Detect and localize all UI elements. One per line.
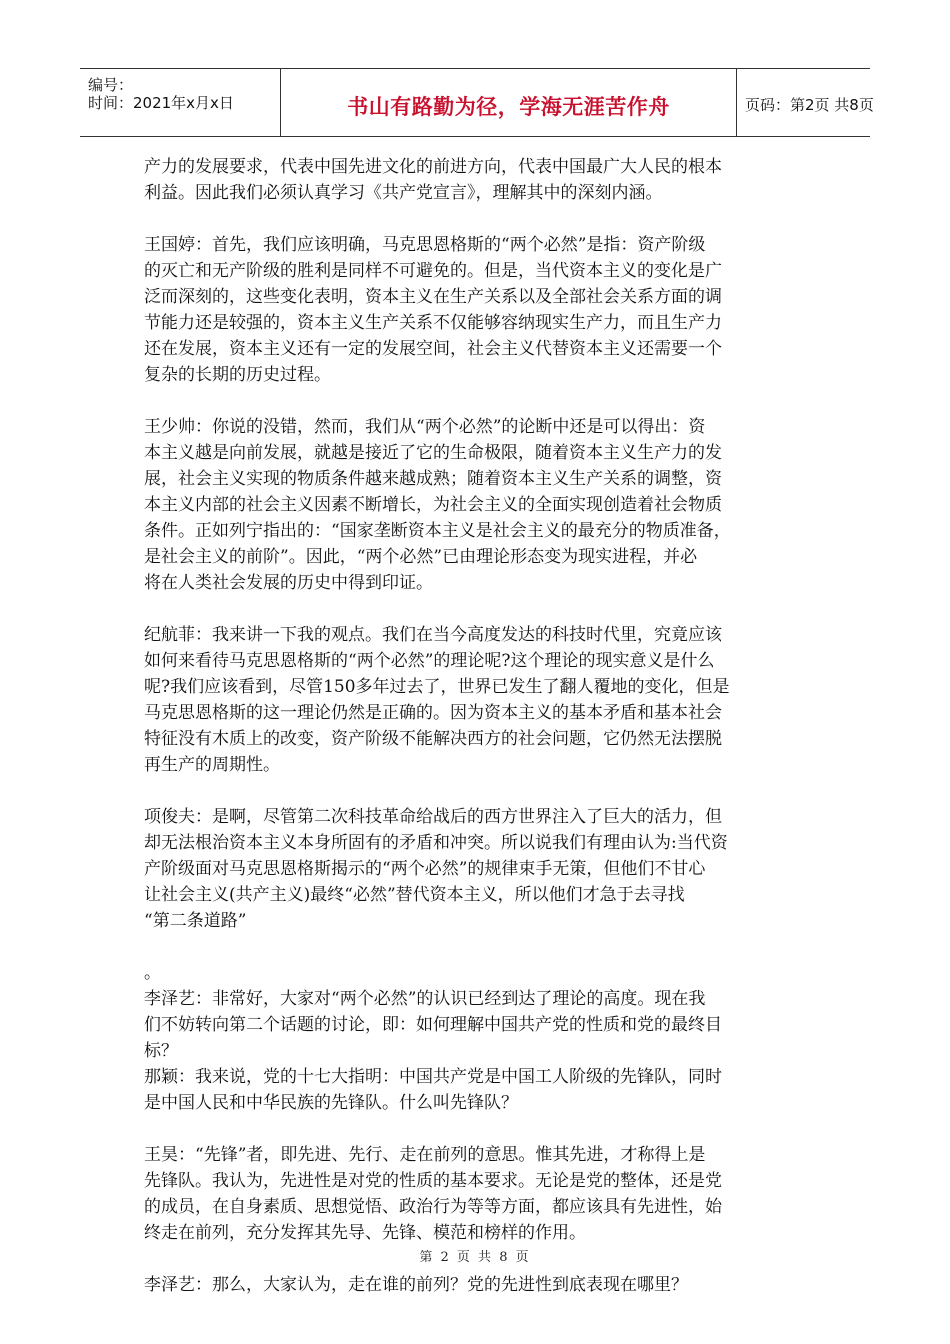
document-body xyxy=(144,154,809,1298)
page-header xyxy=(80,68,874,137)
text-line: 终走在前列，充分发挥其先导、先锋、模范和榜样的作用。 xyxy=(144,1223,586,1243)
page-footer: 第 2 页 共 8 页 xyxy=(419,1250,531,1265)
paragraph-gap xyxy=(144,778,809,804)
paragraph xyxy=(144,804,809,934)
text-line: 那颖：我来说，党的十七大指明：中国共产党是中国工人阶级的先锋队，同时 xyxy=(144,1067,722,1087)
text-line: 李泽艺：非常好，大家对“两个必然”的认识已经到达了理论的高度。现在我 xyxy=(144,989,706,1009)
text-line: 的灭亡和无产阶级的胜利是同样不可避免的。但是，当代资本主义的变化是广 xyxy=(144,261,722,281)
text-line: 特征没有木质上的改变，资产阶级不能解决西方的社会问题，它仍然无法摆脱 xyxy=(144,729,722,749)
text-line: 们不妨转向第二个话题的讨论，即：如何理解中国共产党的性质和党的最终目 xyxy=(144,1015,722,1035)
paragraph-gap xyxy=(144,388,809,414)
text-line: “第二条道路” xyxy=(144,911,247,931)
text-line: 却无法根治资本主义本身所固有的矛盾和冲突。所以说我们有理由认为:当代资 xyxy=(144,833,728,853)
page-code-label: 页码：第2页 共8页 xyxy=(745,96,874,114)
text-line: 先锋队。我认为，先进性是对党的性质的基本要求。无论是党的整体，还是党 xyxy=(144,1171,722,1191)
text-line: 复杂的长期的历史过程。 xyxy=(144,365,331,385)
text-line: 产阶级面对马克思恩格斯揭示的“两个必然”的规律束手无策，但他们不甘心 xyxy=(144,859,706,879)
text-line: 产力的发展要求，代表中国先进文化的前进方向，代表中国最广大人民的根本 xyxy=(144,157,722,177)
header-page-cell xyxy=(737,69,874,136)
paragraph xyxy=(144,414,809,596)
text-line: 泛而深刻的，这些变化表明，资本主义在生产关系以及全部社会关系方面的调 xyxy=(144,287,722,307)
text-line: 标？ xyxy=(144,1041,178,1061)
text-line: 还在发展，资本主义还有一定的发展空间，社会主义代替资本主义还需要一个 xyxy=(144,339,722,359)
paragraph-gap xyxy=(144,1116,809,1142)
paragraph xyxy=(144,232,809,388)
text-line: 利益。因此我们必须认真学习《共产党宣言》，理解其中的深刻内涵。 xyxy=(144,183,663,203)
text-line: 呢?我们应该看到，尽管150多年过去了，世界已发生了翻人覆地的变化，但是 xyxy=(144,677,730,697)
paragraph-gap xyxy=(144,934,809,960)
text-line: 是社会主义的前阶”。因此，“两个必然”已由理论形态变为现实进程，并必 xyxy=(144,547,698,567)
text-line: 将在人类社会发展的历史中得到印证。 xyxy=(144,573,433,593)
text-line: 马克思恩格斯的这一理论仍然是正确的。因为资本主义的基本矛盾和基本社会 xyxy=(144,703,722,723)
paragraph xyxy=(144,622,809,778)
text-line: 如何来看待马克思恩格斯的“两个必然”的理论呢?这个理论的现实意义是什么 xyxy=(144,651,715,671)
text-line: 再生产的周期性。 xyxy=(144,755,280,775)
text-line: 李泽艺：那么，大家认为，走在谁的前列？党的先进性到底表现在哪里？ xyxy=(144,1275,688,1295)
text-line: 的成员，在自身素质、思想觉悟、政治行为等等方面，都应该具有先进性，始 xyxy=(144,1197,722,1217)
text-line: 是中国人民和中华民族的先锋队。什么叫先锋队？ xyxy=(144,1093,518,1113)
header-motto-cell xyxy=(280,69,737,136)
paragraph xyxy=(144,1142,809,1246)
text-line: 条件。正如列宁指出的：“国家垄断资本主义是社会主义的最充分的物质准备， xyxy=(144,521,731,541)
date-label: 时间：2021年x月x日 xyxy=(88,94,234,112)
text-line: 。 xyxy=(144,963,161,983)
serial-number-label: 编号： xyxy=(88,76,134,94)
text-line: 王国婷：首先，我们应该明确，马克思恩格斯的“两个必然”是指：资产阶级 xyxy=(144,235,706,255)
paragraph-gap xyxy=(144,206,809,232)
paragraph xyxy=(144,1272,809,1298)
paragraph xyxy=(144,154,809,206)
text-line: 展，社会主义实现的物质条件越来越成熟；随着资本主义生产关系的调整，资 xyxy=(144,469,722,489)
text-line: 纪航菲：我来讲一下我的观点。我们在当今高度发达的科技时代里，究竟应该 xyxy=(144,625,722,645)
text-line: 王少帅：你说的没错，然而，我们从“两个必然”的论断中还是可以得出：资 xyxy=(144,417,706,437)
text-line: 本主义越是向前发展，就越是接近了它的生命极限，随着资本主义生产力的发 xyxy=(144,443,722,463)
paragraph xyxy=(144,960,809,1116)
text-line: 节能力还是较强的，资本主义生产关系不仅能够容纳现实生产力，而且生产力 xyxy=(144,313,722,333)
paragraph-gap xyxy=(144,596,809,622)
motto-text: 书山有路勤为径，学海无涯苦作舟 xyxy=(347,95,670,119)
text-line: 项俊夫：是啊，尽管第二次科技革命给战后的西方世界注入了巨大的活力，但 xyxy=(144,807,722,827)
text-line: 让社会主义(共产主义)最终“必然”替代资本主义，所以他们才急于去寻找 xyxy=(144,885,685,905)
text-line: 本主义内部的社会主义因素不断增长，为社会主义的全面实现创造着社会物质 xyxy=(144,495,722,515)
text-line: 王昊：“先锋”者，即先进、先行、走在前列的意思。惟其先进，才称得上是 xyxy=(144,1145,706,1165)
header-info-cell xyxy=(80,69,280,136)
